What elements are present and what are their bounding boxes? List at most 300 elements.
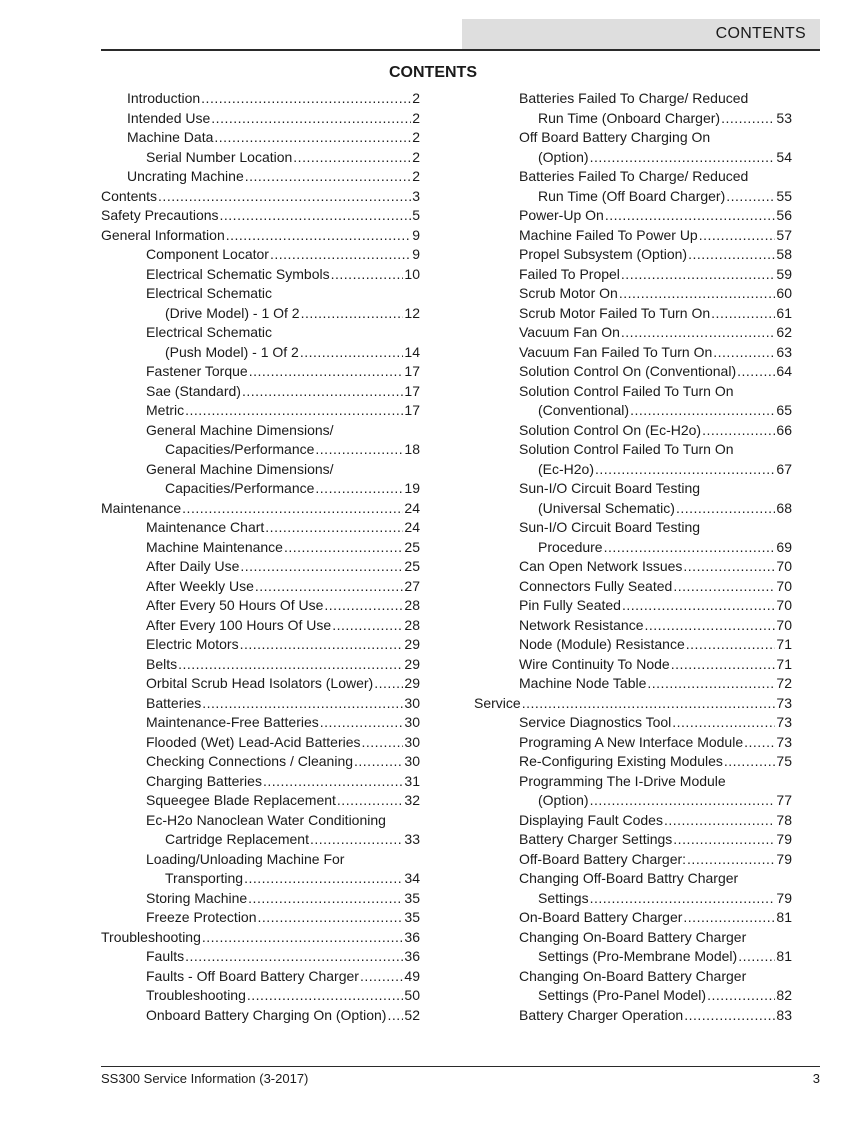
toc-entry[interactable] [474, 421, 792, 441]
toc-dot-leader [621, 323, 776, 343]
toc-entry[interactable] [474, 382, 792, 402]
toc-entry-label: Changing On-Board Battery Charger [519, 967, 747, 984]
toc-entry[interactable] [101, 245, 420, 265]
toc-right-column [474, 89, 792, 1025]
toc-dot-leader [619, 284, 776, 304]
toc-dot-leader [201, 89, 411, 109]
toc-entry[interactable] [474, 713, 792, 733]
toc-dot-leader [522, 694, 776, 714]
toc-entry[interactable] [474, 655, 792, 675]
toc-entry[interactable] [474, 596, 792, 616]
toc-entry[interactable] [101, 323, 420, 343]
toc-entry-label: Re-Configuring Existing Modules [519, 753, 723, 769]
toc-entry-page: 73 [776, 694, 792, 711]
toc-dot-leader [248, 889, 403, 909]
toc-entry-label: Pin Fully Seated [519, 597, 621, 613]
toc-entry-label: Introduction [127, 90, 201, 106]
toc-dot-leader [621, 265, 776, 285]
toc-entry[interactable] [101, 284, 420, 304]
toc-entry-label: Battery Charger Settings [519, 831, 673, 847]
toc-entry[interactable] [474, 635, 792, 655]
toc-entry-page: 2 [412, 90, 420, 106]
toc-entry[interactable] [101, 752, 420, 772]
toc-entry-page: 9 [412, 246, 420, 262]
toc-entry[interactable] [474, 89, 792, 109]
toc-entry-page: 28 [404, 597, 420, 613]
toc-entry[interactable] [101, 479, 420, 499]
toc-entry-page: 50 [404, 987, 420, 1003]
toc-entry[interactable] [474, 830, 792, 850]
toc-entry[interactable] [101, 655, 420, 675]
toc-entry[interactable] [101, 440, 420, 460]
toc-entry-label: Safety Precautions [101, 207, 219, 223]
toc-entry-label: Troubleshooting [101, 928, 201, 945]
toc-entry[interactable] [101, 772, 420, 792]
toc-dot-leader [673, 830, 775, 850]
toc-left-column [101, 89, 420, 1025]
toc-entry-page: 81 [776, 909, 792, 925]
toc-entry[interactable] [474, 187, 792, 207]
toc-entry-page: 79 [776, 889, 792, 906]
toc-entry[interactable] [101, 362, 420, 382]
toc-dot-leader [324, 596, 403, 616]
toc-entry-page: 59 [776, 265, 792, 282]
toc-entry-label: Intended Use [127, 109, 211, 126]
toc-entry-label: Loading/Unloading Machine For [146, 850, 345, 867]
toc-entry-label: Solution Control On (Ec-H2o) [519, 421, 702, 438]
toc-entry[interactable] [474, 908, 792, 928]
toc-entry-label: Displaying Fault Codes [519, 811, 663, 828]
toc-entry[interactable] [474, 245, 792, 265]
toc-dot-leader [672, 713, 775, 733]
toc-dot-leader [647, 674, 775, 694]
toc-entry-label: (Push Model) - 1 Of 2 [165, 343, 299, 360]
toc-entry-page: 35 [404, 909, 420, 925]
toc-entry[interactable] [101, 382, 420, 402]
toc-entry-label: After Weekly Use [146, 577, 254, 594]
toc-entry[interactable] [101, 109, 420, 129]
toc-entry-label: Settings (Pro-Membrane Model) [538, 948, 738, 964]
toc-dot-leader [240, 635, 404, 655]
toc-entry[interactable] [474, 869, 792, 889]
toc-entry-page: 70 [776, 558, 792, 574]
toc-entry-page: 14 [404, 343, 420, 360]
toc-dot-leader [244, 869, 403, 889]
toc-entry-page: 70 [776, 577, 792, 594]
toc-entry-label: Programming The I-Drive Module [519, 772, 726, 789]
toc-entry[interactable] [101, 1006, 420, 1026]
toc-entry[interactable] [474, 362, 792, 382]
toc-entry-page: 12 [404, 304, 420, 321]
toc-dot-leader [590, 791, 776, 811]
toc-entry-page: 82 [776, 987, 792, 1003]
toc-entry[interactable] [101, 674, 420, 694]
toc-entry-label: Scrub Motor On [519, 285, 618, 301]
toc-entry-label: Faults [146, 948, 185, 964]
page-title: CONTENTS [389, 64, 477, 81]
toc-entry[interactable] [474, 811, 792, 831]
toc-entry[interactable] [101, 89, 420, 109]
toc-entry-page: 54 [776, 148, 792, 165]
toc-entry-page: 35 [404, 889, 420, 906]
toc-entry[interactable] [101, 460, 420, 480]
toc-entry-page: 71 [776, 655, 792, 672]
toc-entry-page: 31 [404, 772, 420, 789]
toc-entry-page: 72 [776, 675, 792, 691]
toc-entry-label: (Conventional) [538, 402, 630, 418]
toc-dot-leader [255, 577, 404, 597]
toc-entry[interactable] [101, 596, 420, 616]
toc-entry[interactable] [474, 616, 792, 636]
toc-entry-label: Network Resistance [519, 616, 644, 633]
toc-entry-label: General Information [101, 226, 225, 243]
toc-entry-page: 27 [404, 577, 420, 594]
toc-dot-leader [645, 616, 776, 636]
toc-entry[interactable] [474, 889, 792, 909]
toc-entry-label: Belts [146, 655, 178, 672]
toc-entry[interactable] [101, 928, 420, 948]
toc-entry[interactable] [474, 206, 792, 226]
toc-entry-label: Solution Control On (Conventional) [519, 363, 737, 379]
toc-entry[interactable] [474, 752, 792, 772]
toc-entry-page: 25 [404, 558, 420, 574]
toc-entry-page: 36 [404, 948, 420, 964]
toc-entry-label: On-Board Battery Charger [519, 909, 683, 925]
toc-entry-page: 81 [776, 948, 792, 964]
toc-dot-leader [590, 148, 776, 168]
toc-entry-label: Connectors Fully Seated [519, 577, 673, 594]
toc-dot-leader [604, 538, 776, 558]
toc-entry[interactable] [474, 265, 792, 285]
toc-entry-label: Vacuum Fan On [519, 324, 620, 340]
toc-entry-label: Propel Subsystem (Option) [519, 246, 688, 262]
toc-entry-label: Flooded (Wet) Lead-Acid Batteries [146, 733, 361, 750]
toc-entry-label: Contents [101, 187, 158, 204]
toc-dot-leader [247, 986, 404, 1006]
toc-entry[interactable] [101, 830, 420, 850]
toc-dot-leader [724, 752, 776, 772]
toc-dot-leader [738, 947, 775, 967]
toc-entry-page: 73 [776, 714, 792, 730]
toc-entry-page: 73 [776, 733, 792, 750]
toc-entry[interactable] [474, 226, 792, 246]
toc-dot-leader [320, 713, 404, 733]
toc-entry[interactable] [474, 499, 792, 519]
header-tab-label: CONTENTS [715, 25, 806, 42]
toc-entry-label: Sun-I/O Circuit Board Testing [519, 519, 701, 535]
footer-doc-label: SS300 Service Information (3-2017) [101, 1071, 309, 1086]
toc-entry[interactable] [474, 694, 792, 714]
toc-entry-label: Uncrating Machine [127, 168, 244, 184]
toc-dot-leader [202, 694, 403, 714]
toc-dot-leader [185, 401, 403, 421]
toc-entry[interactable] [474, 850, 792, 870]
toc-entry-page: 28 [404, 616, 420, 633]
toc-entry[interactable] [101, 733, 420, 753]
toc-entry[interactable] [101, 187, 420, 207]
toc-entry-page: 18 [404, 441, 420, 457]
toc-entry-label: Batteries Failed To Charge/ Reduced [519, 90, 749, 106]
toc-dot-leader [630, 401, 775, 421]
toc-dot-leader [595, 460, 775, 480]
toc-entry-page: 79 [776, 850, 792, 867]
toc-entry[interactable] [474, 947, 792, 967]
toc-dot-leader [293, 148, 411, 168]
toc-dot-leader [332, 616, 403, 636]
toc-entry-page: 17 [404, 363, 420, 379]
toc-entry[interactable] [474, 460, 792, 480]
toc-entry-label: Changing On-Board Battery Charger [519, 928, 747, 945]
toc-entry-page: 34 [404, 870, 420, 886]
toc-entry[interactable] [101, 908, 420, 928]
toc-entry[interactable] [101, 986, 420, 1006]
toc-entry-label: Capacities/Performance [165, 480, 315, 496]
toc-entry[interactable] [101, 850, 420, 870]
toc-entry-page: 3 [412, 187, 420, 204]
toc-entry-page: 17 [404, 402, 420, 418]
toc-entry-page: 83 [776, 1006, 792, 1023]
toc-entry[interactable] [101, 791, 420, 811]
toc-entry[interactable] [474, 128, 792, 148]
toc-entry-label: Machine Maintenance [146, 538, 283, 555]
toc-dot-leader [265, 518, 403, 538]
footer-page-number: 3 [812, 1071, 820, 1086]
toc-entry[interactable] [474, 401, 792, 421]
toc-dot-leader [249, 362, 404, 382]
toc-entry[interactable] [474, 1006, 792, 1026]
toc-entry[interactable] [101, 499, 420, 519]
toc-entry[interactable] [474, 733, 792, 753]
toc-entry[interactable] [101, 557, 420, 577]
toc-entry[interactable] [101, 343, 420, 363]
toc-entry[interactable] [101, 635, 420, 655]
toc-entry[interactable] [474, 967, 792, 987]
toc-dot-leader [671, 655, 776, 675]
toc-entry-label: Off Board Battery Charging On [519, 129, 711, 145]
toc-entry[interactable] [474, 518, 792, 538]
toc-entry-label: Ec-H2o Nanoclean Water Conditioning [146, 811, 386, 828]
toc-entry-label: Solution Control Failed To Turn On [519, 382, 734, 399]
toc-dot-leader [337, 791, 404, 811]
toc-entry[interactable] [101, 889, 420, 909]
toc-entry-label: Programing A New Interface Module [519, 733, 744, 750]
toc-entry[interactable] [474, 479, 792, 499]
toc-entry[interactable] [101, 518, 420, 538]
toc-entry[interactable] [474, 343, 792, 363]
toc-entry-page: 69 [776, 538, 792, 555]
toc-entry[interactable] [474, 284, 792, 304]
toc-entry[interactable] [474, 109, 792, 129]
toc-entry[interactable] [474, 557, 792, 577]
toc-entry-page: 30 [404, 694, 420, 711]
toc-entry-label: (Ec-H2o) [538, 460, 595, 477]
toc-entry[interactable] [474, 538, 792, 558]
toc-entry[interactable] [474, 577, 792, 597]
toc-dot-leader [185, 947, 403, 967]
toc-entry-page: 70 [776, 616, 792, 633]
toc-dot-leader [220, 206, 412, 226]
toc-entry[interactable] [474, 167, 792, 187]
toc-dot-leader [673, 577, 775, 597]
toc-entry-label: Storing Machine [146, 889, 248, 906]
toc-dot-leader [214, 128, 411, 148]
toc-entry-label: Wire Continuity To Node [519, 655, 670, 672]
toc-dot-leader [270, 245, 411, 265]
toc-entry-page: 57 [776, 226, 792, 243]
toc-dot-leader [182, 499, 403, 519]
toc-entry-label: Failed To Propel [519, 265, 620, 282]
toc-entry-label: Machine Failed To Power Up [519, 226, 698, 243]
toc-dot-leader [688, 245, 775, 265]
toc-entry[interactable] [101, 128, 420, 148]
toc-entry-page: 30 [404, 753, 420, 769]
toc-entry-label: Service Diagnostics Tool [519, 714, 672, 730]
toc-entry-page: 32 [404, 792, 420, 808]
toc-dot-leader [315, 440, 403, 460]
toc-entry[interactable] [101, 947, 420, 967]
toc-dot-leader [726, 187, 775, 207]
toc-entry-label: Cartridge Replacement [165, 831, 309, 847]
toc-entry-page: 63 [776, 343, 792, 360]
toc-entry[interactable] [474, 440, 792, 460]
toc-entry[interactable] [474, 323, 792, 343]
toc-entry-page: 53 [776, 109, 792, 126]
toc-entry[interactable] [101, 869, 420, 889]
toc-dot-leader [737, 362, 775, 382]
toc-entry[interactable] [101, 206, 420, 226]
toc-dot-leader [263, 772, 403, 792]
toc-entry-page: 52 [404, 1006, 420, 1023]
toc-entry-label: Fastener Torque [146, 363, 248, 379]
toc-entry-page: 17 [404, 382, 420, 399]
toc-entry[interactable] [101, 421, 420, 441]
toc-entry-label: Transporting [165, 870, 244, 886]
toc-dot-leader [258, 908, 404, 928]
toc-entry[interactable] [101, 538, 420, 558]
toc-entry[interactable] [101, 265, 420, 285]
toc-entry-label: Batteries [146, 694, 202, 711]
toc-entry-page: 78 [776, 811, 792, 828]
toc-entry[interactable] [474, 304, 792, 324]
toc-dot-leader [211, 109, 411, 129]
toc-entry-label: (Drive Model) - 1 Of 2 [165, 304, 300, 321]
toc-entry-page: 77 [776, 792, 792, 808]
toc-dot-leader [711, 304, 775, 324]
toc-entry[interactable] [101, 167, 420, 187]
toc-entry-page: 19 [404, 480, 420, 496]
toc-dot-leader [310, 830, 403, 850]
toc-entry-label: Capacities/Performance [165, 441, 315, 457]
toc-entry[interactable] [101, 967, 420, 987]
toc-entry-page: 10 [404, 265, 420, 282]
toc-entry-page: 2 [412, 168, 420, 184]
toc-entry-label: After Daily Use [146, 558, 240, 574]
toc-entry-page: 71 [776, 636, 792, 652]
toc-entry-page: 68 [776, 499, 792, 516]
toc-entry[interactable] [101, 577, 420, 597]
toc-entry[interactable] [101, 401, 420, 421]
toc-entry[interactable] [474, 791, 792, 811]
toc-entry[interactable] [101, 304, 420, 324]
toc-entry-label: Squeegee Blade Replacement [146, 792, 336, 808]
toc-entry-label: Troubleshooting [146, 987, 246, 1003]
toc-entry-label: Scrub Motor Failed To Turn On [519, 304, 711, 321]
toc-entry[interactable] [474, 772, 792, 792]
toc-entry[interactable] [101, 148, 420, 168]
toc-entry-label: Run Time (Onboard Charger) [538, 109, 721, 126]
toc-entry-page: 65 [776, 402, 792, 418]
toc-entry[interactable] [101, 694, 420, 714]
toc-entry-label: After Every 100 Hours Of Use [146, 616, 332, 633]
toc-entry-page: 56 [776, 207, 792, 223]
toc-entry-label: Component Locator [146, 246, 269, 262]
toc-dot-leader [301, 304, 404, 324]
toc-dot-leader [744, 733, 775, 753]
toc-entry-page: 2 [412, 129, 420, 145]
toc-entry-label: Faults - Off Board Battery Charger [146, 967, 359, 984]
toc-entry[interactable] [474, 674, 792, 694]
toc-dot-leader [354, 752, 403, 772]
toc-entry[interactable] [474, 928, 792, 948]
toc-dot-leader [676, 499, 775, 519]
header-tab [462, 19, 820, 50]
toc-entry-page: 36 [404, 928, 420, 945]
toc-dot-leader [721, 109, 775, 129]
toc-entry-page: 70 [776, 597, 792, 613]
toc-entry[interactable] [101, 616, 420, 636]
toc-entry-label: Sun-I/O Circuit Board Testing [519, 480, 701, 496]
toc-entry-label: Off-Board Battery Charger: [519, 850, 687, 867]
toc-entry-label: Electrical Schematic Symbols [146, 265, 330, 282]
toc-entry-page: 29 [404, 675, 420, 691]
toc-entry[interactable] [101, 811, 420, 831]
toc-entry-label: Service [474, 694, 521, 711]
header-rule [101, 49, 820, 51]
toc-dot-leader [202, 928, 404, 948]
toc-dot-leader [178, 655, 403, 675]
toc-entry-label: Settings (Pro-Panel Model) [538, 987, 707, 1003]
toc-entry[interactable] [101, 713, 420, 733]
toc-entry-page: 75 [776, 753, 792, 769]
toc-entry-page: 5 [412, 207, 420, 223]
toc-entry[interactable] [474, 986, 792, 1006]
toc-dot-leader [158, 187, 411, 207]
toc-entry-label: Electrical Schematic [146, 285, 273, 301]
toc-entry-label: Maintenance-Free Batteries [146, 714, 319, 730]
toc-entry[interactable] [101, 226, 420, 246]
toc-entry-label: General Machine Dimensions/ [146, 421, 334, 438]
toc-entry-label: Maintenance Chart [146, 519, 265, 535]
toc-dot-leader [686, 635, 776, 655]
toc-entry-label: Settings [538, 889, 589, 906]
toc-entry-page: 79 [776, 831, 792, 847]
toc-dot-leader [699, 226, 776, 246]
toc-entry-label: Machine Data [127, 129, 214, 145]
toc-entry-page: 29 [404, 655, 420, 672]
toc-dot-leader [331, 265, 404, 285]
toc-entry-page: 66 [776, 421, 792, 438]
toc-entry-label: Changing Off-Board Battry Charger [519, 870, 739, 886]
toc-entry-page: 64 [776, 363, 792, 379]
toc-entry-page: 61 [776, 304, 792, 321]
toc-dot-leader [590, 889, 776, 909]
toc-entry-page: 58 [776, 246, 792, 262]
toc-entry-label: Electric Motors [146, 636, 239, 652]
toc-entry-label: Maintenance [101, 499, 182, 516]
toc-entry-page: 24 [404, 499, 420, 516]
toc-entry[interactable] [474, 148, 792, 168]
toc-entry-label: Batteries Failed To Charge/ Reduced [519, 168, 749, 184]
